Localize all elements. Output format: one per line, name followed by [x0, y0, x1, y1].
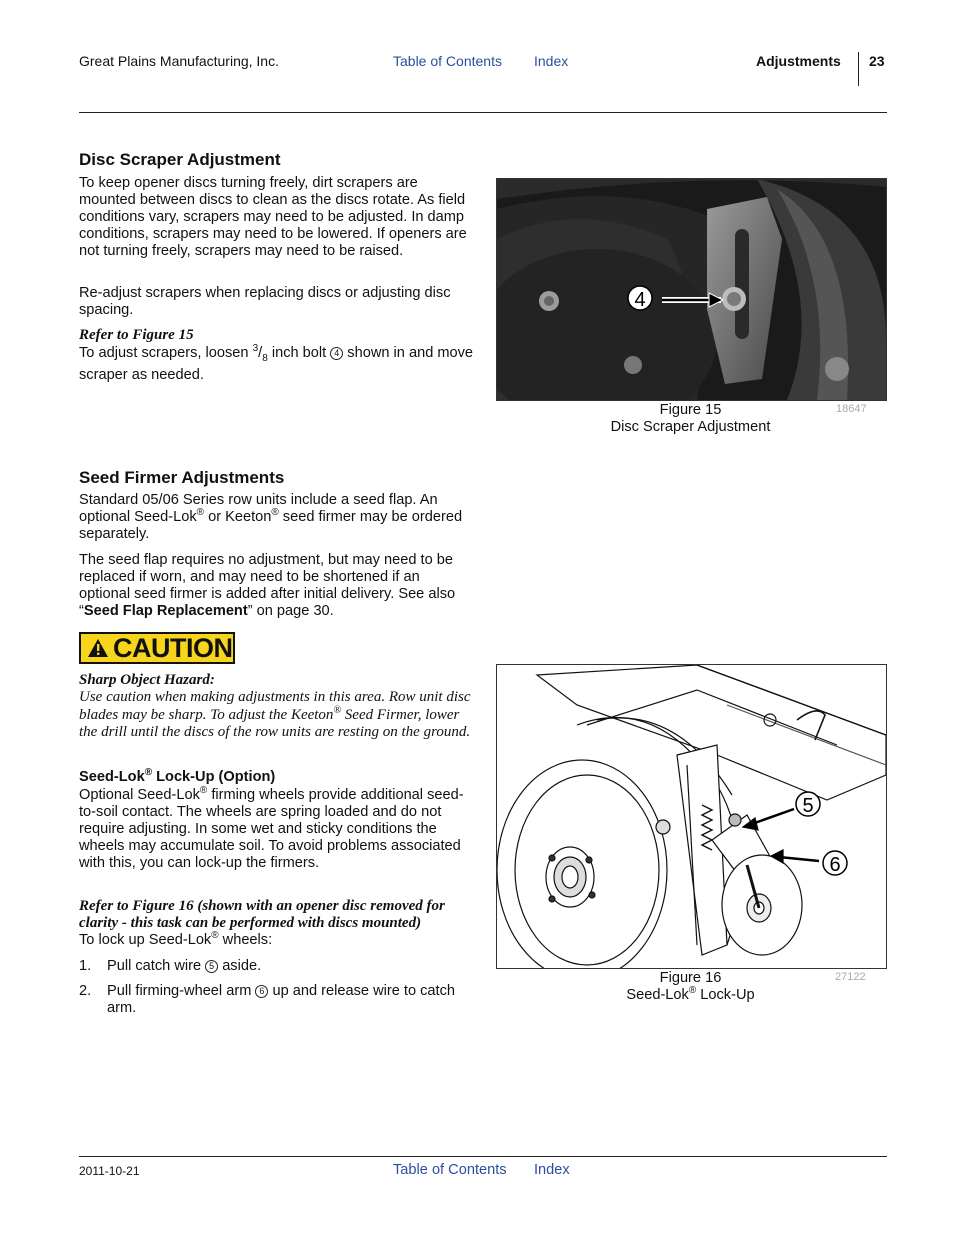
step-2: 2. Pull firming-wheel arm 6 up and release wire to catch arm.: [79, 983, 456, 1016]
caution-label: [79, 632, 235, 664]
firming-wheel-arm-callout: 6: [255, 985, 268, 998]
figure-15-callout: 4: [634, 289, 646, 311]
seed-firmer-para1: Standard 05/06 Series row units include a seed flap. An optional Seed-Lok® or Keeton® seed firmer may be ordered separately.: [79, 492, 463, 542]
figure-15-photo: [496, 178, 887, 401]
disc-scraper-heading: Disc Scraper Adjustment: [79, 150, 281, 169]
figure-15-label: Figure 15: [659, 402, 722, 418]
disc-scraper-refer: Refer to Figure 15: [79, 327, 194, 343]
figure-16-callout-5: 5: [802, 795, 814, 817]
hazard-title: Sharp Object Hazard:: [79, 672, 215, 688]
figure-16-caption: Seed-Lok® Lock-Up: [626, 985, 755, 1003]
catch-wire-callout: 5: [205, 960, 218, 973]
header-toc-link[interactable]: Table of Contents: [393, 53, 502, 69]
header-index-link[interactable]: Index: [534, 53, 569, 69]
footer-rule: [79, 1156, 887, 1157]
figure-16-label: Figure 16: [659, 970, 722, 986]
seed-flap-replacement-ref: Seed Flap Replacement: [83, 603, 248, 619]
figure-16-number: 27122: [835, 971, 866, 983]
figure-15-caption: Disc Scraper Adjustment: [610, 419, 771, 435]
hazard-text: Use caution when making adjustments in this area. Row unit disc blades may be sharp. To adjust the Keeton® Seed Firmer, lower the drill until the discs of the row units are resting on the ground.: [79, 689, 471, 740]
footer-index-link[interactable]: Index: [534, 1162, 570, 1178]
seed-firmer-para2: The seed flap requires no adjustment, but may need to be replaced if worn, and may need to be shortened if an optional seed firmer is added after initial delivery. See also “Seed Flap Replacement” on page 30.: [79, 552, 456, 619]
disc-scraper-adjust: To adjust scrapers, loosen $^3/_8$ inch bolt 4 shown in and move scraper as needed.: [79, 343, 474, 383]
seed-lok-refer: Refer to Figure 16 (shown with an opener disc removed for clarity - this task can be performed with discs mounted): [79, 898, 445, 931]
disc-scraper-photo-svg: [497, 179, 886, 400]
seed-firmer-heading: Seed Firmer Adjustments: [79, 468, 285, 487]
seed-lok-heading: Seed-Lok® Lock-Up (Option): [79, 767, 276, 785]
seed-lok-lock-intro: To lock up Seed-Lok® wheels:: [79, 930, 273, 948]
figure-16-drawing: [496, 664, 887, 969]
disc-scraper-para1: To keep opener discs turning freely, dirt scrapers are mounted between discs to clean as the discs rotate. As field conditions vary, scrapers may need to be adjusted. In damp conditions, scrapers may need to be lowered. If openers are not turning freely, scrapers may need to be raised.: [79, 175, 467, 259]
footer-toc-link[interactable]: Table of Contents: [393, 1162, 507, 1178]
page-number: 23: [869, 53, 885, 69]
seed-lok-drawing-svg: [497, 665, 886, 968]
figure-16-callout-6: 6: [829, 854, 841, 876]
disc-scraper-para2: Re-adjust scrapers when replacing discs or adjusting disc spacing.: [79, 285, 451, 318]
bolt-callout: 4: [330, 347, 343, 360]
section-name: Adjustments: [756, 53, 841, 69]
warning-triangle-icon: [87, 638, 109, 658]
company-name: Great Plains Manufacturing, Inc.: [79, 53, 279, 69]
footer-date: 2011-10-21: [79, 1164, 140, 1178]
header-divider: [858, 52, 859, 86]
caution-word: CAUTION: [113, 632, 233, 663]
figure-15-number: 18647: [836, 403, 867, 415]
header-rule: [79, 112, 887, 113]
seed-lok-para1: Optional Seed-Lok® firming wheels provide additional seed-to-soil contact. The wheels are spring loaded and do not require adjusting. In some wet and sticky conditions the wheels may accumulate soil. To avoid problems associated with this, you can lock-up the firmers.: [79, 785, 464, 871]
